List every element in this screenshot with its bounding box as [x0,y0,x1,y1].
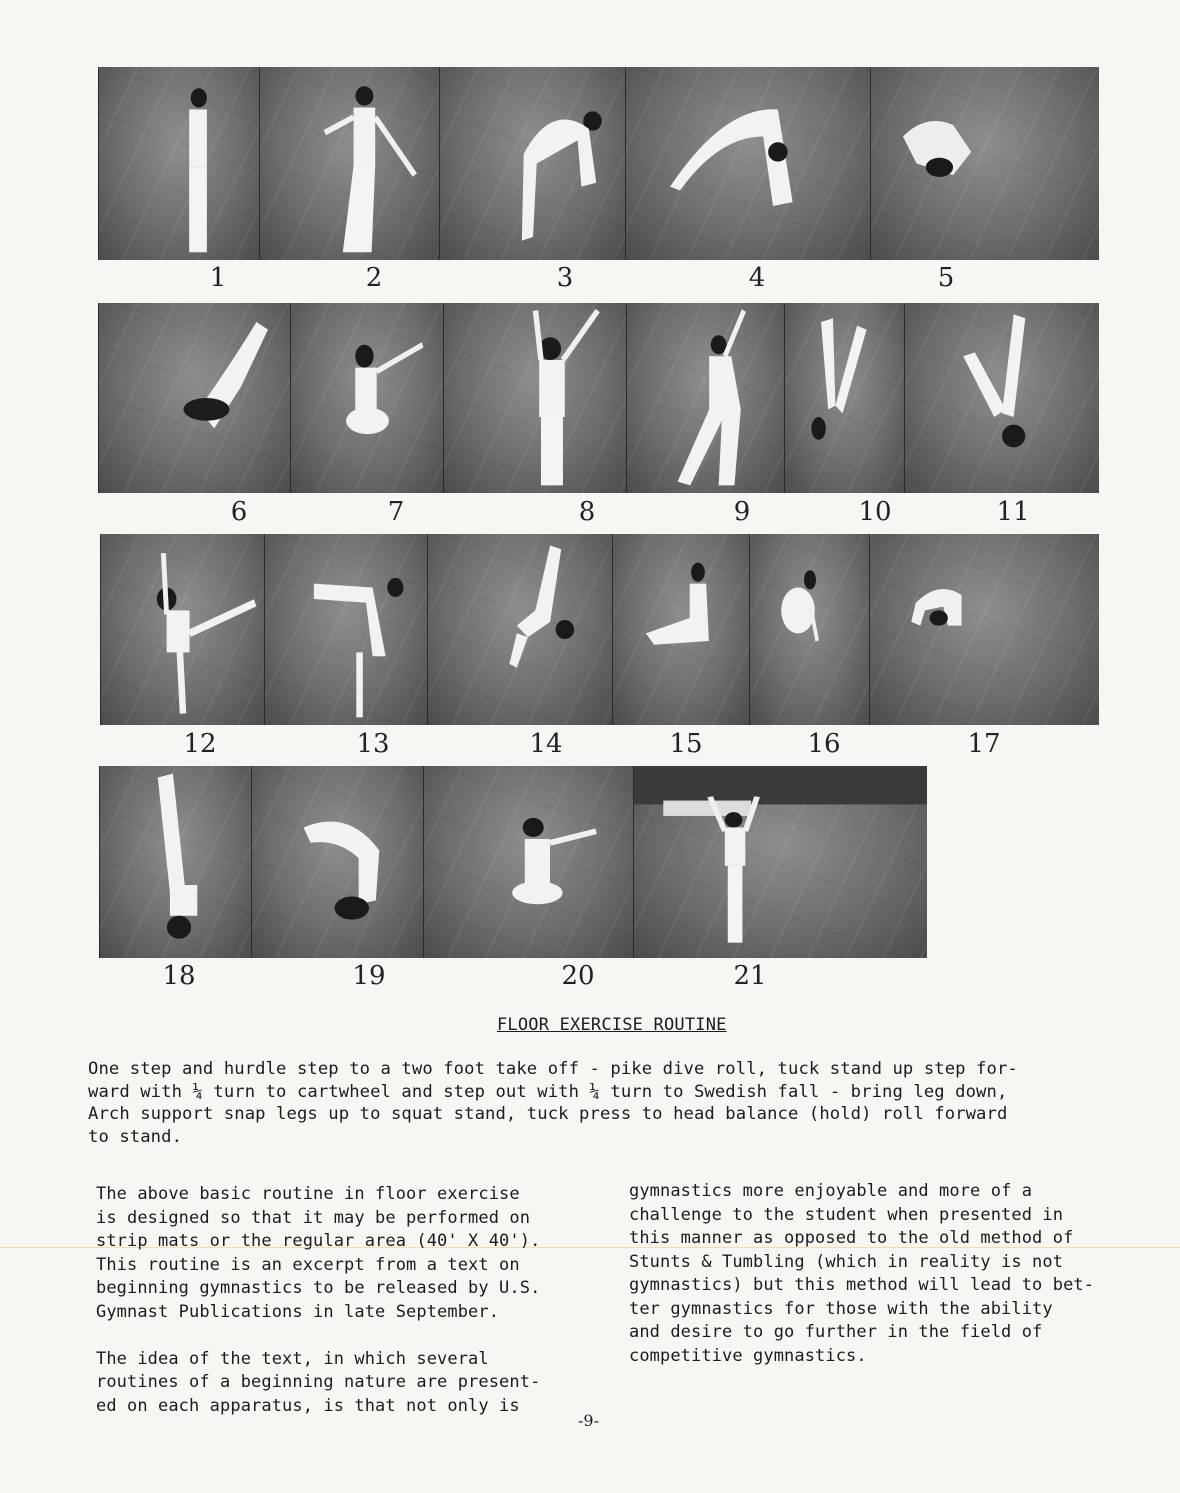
body-left-column: The above basic routine in floor exercise is designed so that it may be performed on strip mats or the regular area (40' X 40'). This routine is an excerpt from a text on beginning gymnastics to be released by U.S. Gymnast Publications in late September. The idea of the text, in which several routines of a beginning nature are present- ed on each apparatus, is that not only is [96,1184,541,1416]
figure-number-6: 6 [230,497,248,527]
photo-9 [626,303,785,493]
figure-number-12: 12 [183,729,217,759]
figure-number-17: 17 [967,729,1001,759]
photo-14 [427,534,613,725]
figure-number-16: 16 [807,729,841,759]
figure-number-19: 19 [352,961,386,991]
figure-number-7: 7 [387,497,405,527]
routine-title: FLOOR EXERCISE ROUTINE [497,1015,727,1035]
photo-13 [264,534,428,725]
body-right-column: gymnastics more enjoyable and more of a challenge to the student when presented in this manner as opposed to the old method of Stunts & Tumbling (which in reality is not gymnastics) but this method will lead to bet- ter gymnastics for those with the ability and desire to go further in the field of competitive gymnastics. [629,1181,1095,1366]
photo-10 [784,303,905,493]
figure-number-13: 13 [356,729,390,759]
photo-18 [99,766,252,958]
figure-number-11: 11 [996,497,1030,527]
page-number: -9- [578,1411,599,1430]
figure-number-9: 9 [733,497,751,527]
photo-5 [870,67,1099,260]
figure-number-14: 14 [529,729,563,759]
figure-number-18: 18 [162,961,196,991]
photo-17 [869,534,1099,725]
figure-number-4: 4 [748,263,766,293]
photo-7 [290,303,444,493]
figure-number-15: 15 [669,729,703,759]
photo-4 [625,67,871,260]
figure-number-8: 8 [578,497,596,527]
figure-number-20: 20 [561,961,595,991]
figure-number-5: 5 [937,263,955,293]
figure-number-21: 21 [733,961,767,991]
photo-19 [251,766,424,958]
photo-1 [98,67,260,260]
photo-21 [633,766,927,958]
photo-12 [100,534,265,725]
figure-number-2: 2 [365,263,383,293]
figure-number-10: 10 [858,497,892,527]
photo-8 [443,303,627,493]
photo-2 [259,67,440,260]
figure-number-1: 1 [209,263,227,293]
photo-11 [904,303,1099,493]
photo-20 [423,766,634,958]
photo-15 [612,534,750,725]
routine-summary: One step and hurdle step to a two foot take off - pike dive roll, tuck stand up step for- ward with ¼ turn to cartwheel and step out with ¼ turn to Swedish fall - bring leg down, Arch support snap legs up to squat stand, tuck press to head balance (hold) roll forward to stand. [88,1059,1018,1147]
photo-3 [439,67,626,260]
photo-16 [749,534,870,725]
photo-6 [98,303,291,493]
figure-number-3: 3 [556,263,574,293]
